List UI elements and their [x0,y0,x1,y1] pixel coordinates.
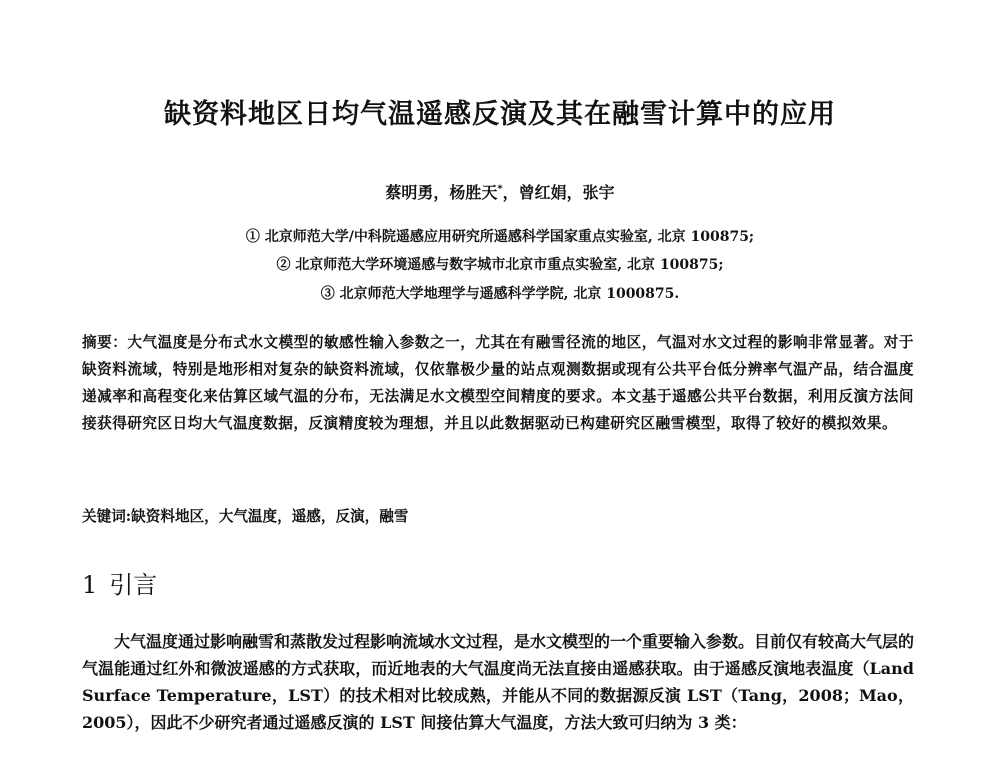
abstract-text: 大气温度是分布式水文模型的敏感性输入参数之一，尤其在有融雪径流的地区，气温对水文过程的影响非常显著。对于缺资料流域，特别是地形相对复杂的缺资料流域，仅依靠极少量的站点观测数据或现有公共平台低分辨率气温产品，结合温度递减率和高程变化来估算区域气温的分布，无法满足水文模型空间精度的要求。本文基于遥感公共平台数据，利用反演方法间接获得研究区日均大气温度数据，反演精度较为理想，并且以此数据驱动已构建研究区融雪模型，取得了较好的模拟效果。 [82,334,914,432]
keywords-text: 缺资料地区，大气温度，遥感，反演，融雪 [131,508,409,525]
section-title: 引言 [109,571,158,599]
section-heading [82,565,157,600]
affiliation-2: ② 北京师范大学环境遥感与数字城市北京市重点实验室, 北京 100875; [276,257,724,273]
keywords-label: 关键词: [82,508,132,525]
affiliation-3: ③ 北京师范大学地理学与遥感科学学院, 北京 1000875. [320,286,680,302]
author-list [0,180,1000,203]
affiliation-1: ① 北京师范大学/中科院遥感应用研究所遥感科学国家重点实验室, 北京 100875; [245,229,755,245]
section-number: 1 [82,571,98,599]
corresponding-author-mark: * [497,183,503,195]
authors-part-2: ，曾红娟，张宇 [502,183,615,202]
body-paragraph: 大气温度通过影响融雪和蒸散发过程影响流域水文过程，是水文模型的一个重要输入参数。目前仅有较高大气层的气温能通过红外和微波遥感的方式获取，而近地表的大气温度尚无法直接由遥感获取。由于遥感反演地表温度（Land Surface Temperature，LST）的技术相对比较成熟，并能从不同的数据源反演 LST（Tang，2008；Mao，2005），因此不少研究者通过遥感反演的 LST 间接估算大气温度，方法大致可归纳为 3 类： [82,632,915,732]
keywords [82,505,914,529]
abstract [82,329,914,437]
paper-title: 缺资料地区日均气温遥感反演及其在融雪计算中的应用 [164,99,836,130]
authors-part-1: 蔡明勇，杨胜天 [385,183,498,202]
abstract-label: 摘要： [82,334,128,351]
